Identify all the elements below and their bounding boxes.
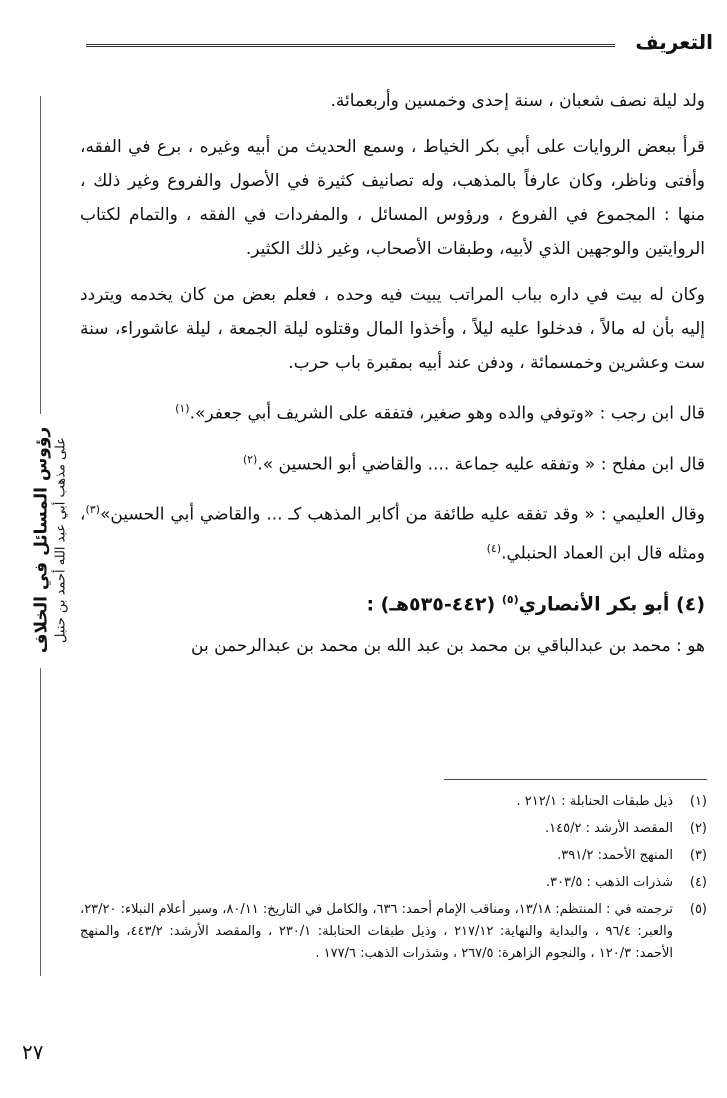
paragraph-lineage: هو : محمد بن عبدالباقي بن محمد بن عبد الله بن محمد بن عبدالرحمن بن	[191, 635, 705, 656]
heading-dates: (٤٤٢-٥٣٥هـ) :	[366, 592, 502, 615]
footnote-ref-3: (٣)	[85, 503, 101, 517]
footnote-number: (٣)	[689, 848, 707, 863]
quote-text: قال ابن مفلح : « وتفقه عليه جماعة .... والقاضي أبو الحسين ».	[257, 454, 705, 475]
footnote-item	[80, 869, 707, 896]
quote-text-continued: ، ومثله قال ابن العماد الحنبلي.	[80, 504, 705, 564]
header-rule	[86, 44, 615, 47]
footnote-ref-1: (١)	[175, 402, 190, 415]
paragraph-ibn-muflih-quote	[80, 443, 705, 482]
book-subtitle: على مذهب أبي عبد الله أحمد بن حنبل	[53, 437, 69, 643]
paragraph-ulaymi-quote	[80, 493, 705, 570]
running-book-title	[31, 427, 70, 653]
quote-text: قال ابن رجب : «وتوفي والده وهو صغير، فتفقه على الشريف أبي جعفر».	[189, 403, 705, 424]
paragraph-death: وكان له بيت في داره بباب المراتب يبيت فيه وحده ، فعلم بعض من كان يخدمه ويتردد إليه بأن له مالاً ، فدخلوا عليه ليلاً ، وأخذوا المال وقتلوه ليلة الجمعة ، ليلة عاشوراء، سنة ست وعشرين وخمسمائة ، ودفن عند أبيه بمقبرة باب حرب.	[80, 285, 705, 373]
footnote-item	[80, 896, 707, 965]
footnotes	[80, 788, 707, 965]
footnote-text: ترجمته في : المنتظم: ١٣/١٨، ومناقب الإمام أحمد: ٦٣٦، والكامل في التاريخ: ٨٠/١١، وسير أعلام النبلاء: ٢٣/٢٠، والعبر: ٩٦/٤ ، والبداية والنهاية: ٢١٧/١٢ ، وذيل طبقات الحنابلة: ٢٣٠/١ ، والمقصد الأرشد: ٤٤٣/٢، والمنهج الأحمد: ١٢٠/٣ ، والنجوم الزاهرة: ٢٦٧/٥ ، وشذرات الذهب: ١٧٧/٦ .	[80, 902, 673, 961]
quote-text: وقال العليمي : « وقد تفقه عليه طائفة من أكابر المذهب كـ ... والقاضي أبي الحسين»	[100, 504, 705, 525]
footnote-number: (٤)	[689, 875, 707, 890]
page-header-title: التعريف	[635, 30, 713, 54]
page-number: ٢٧	[22, 1040, 44, 1064]
paragraph-studies: قرأ ببعض الروايات على أبي بكر الخياط ، وسمع الحديث من أبيه وغيره ، برع في الفقه، وأفتى وناظر، وكان عارفاً بالمذهب، وله تصانيف كثيرة في الأصول والفروع وغير ذلك ، منها : المجموع في الفروع ، ورؤوس المسائل ، والمفردات في الفقه ، والتمام لكتاب الروايتين والوجهين الذي لأبيه، وطبقات الأصحاب، وغير ذلك الكثير.	[80, 137, 705, 259]
footnote-item	[80, 788, 707, 815]
footnote-text: المنهج الأحمد: ٣٩١/٢.	[557, 848, 673, 863]
paragraph-ibn-rajab-quote	[80, 392, 705, 431]
side-rule-bottom	[40, 668, 41, 976]
book-title: رؤوس المسائل في الخلاف	[31, 426, 52, 654]
footnote-ref-2: (٢)	[242, 452, 258, 466]
paragraph-birth: ولد ليلة نصف شعبان ، سنة إحدى وخمسين وأربعمائة.	[330, 91, 705, 111]
footnote-number: (٥)	[689, 902, 707, 917]
footnote-text: شذرات الذهب : ٣٠٣/٥.	[545, 875, 673, 890]
footnote-number: (٢)	[689, 821, 707, 836]
footnote-item	[80, 842, 707, 869]
page-body	[80, 84, 705, 675]
footnote-ref-5: (٥)	[501, 592, 519, 606]
footnote-item	[80, 815, 707, 842]
footnote-number: (١)	[689, 794, 707, 809]
footnote-text: المقصد الأرشد : ١٤٥/٢.	[544, 821, 673, 836]
heading-name: (٤) أبو بكر الأنصاري	[518, 592, 705, 615]
side-rule-top	[40, 96, 41, 414]
section-heading	[80, 583, 705, 621]
footnote-rule	[444, 779, 707, 780]
footnote-ref-4: (٤)	[486, 541, 502, 555]
footnote-text: ذيل طبقات الحنابلة : ٢١٢/١ .	[516, 794, 673, 809]
